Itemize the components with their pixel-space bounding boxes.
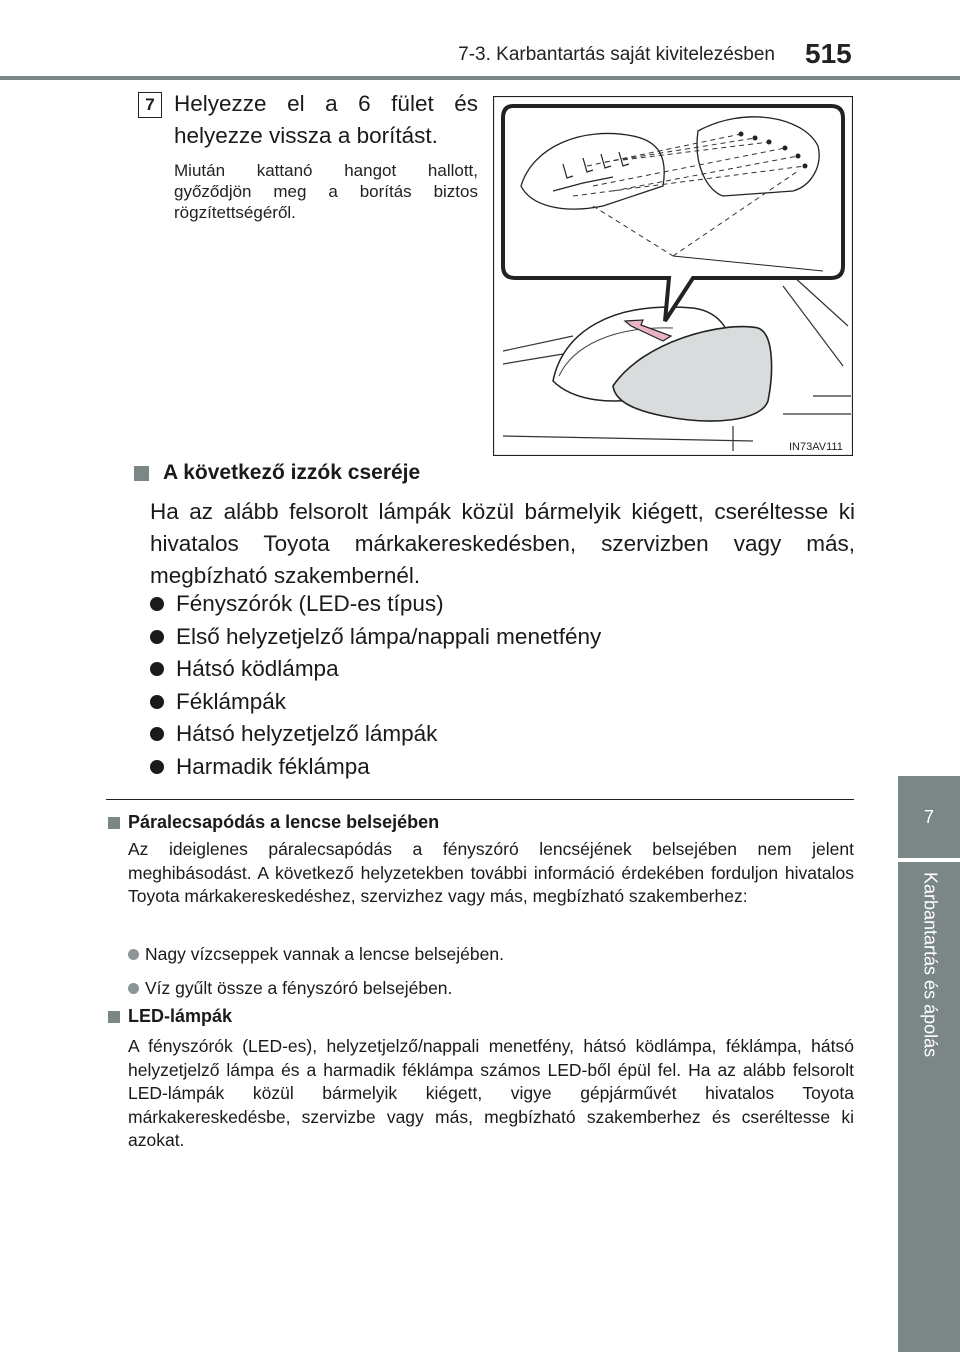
square-bullet-icon — [134, 466, 149, 481]
chapter-number: 7 — [923, 806, 934, 827]
step-note: Miután kattanó hangot hallott, győződjön meg a borítás biztos rögzítettségéről. — [174, 161, 478, 222]
bullet-dot-icon — [150, 760, 164, 774]
list-item: Fényszórók (LED-es típus) — [150, 588, 855, 621]
figure-code: IN73AV111 — [789, 441, 843, 453]
list-item: Hátsó ködlámpa — [150, 653, 855, 686]
bullet-dot-icon — [150, 695, 164, 709]
condensation-heading: Páralecsapódás a lencse belsejében — [108, 812, 848, 833]
bullet-dot-icon — [128, 949, 139, 960]
page-number: 515 — [805, 38, 852, 69]
section-text: Ha az alább felsorolt lámpák közül bármelyik kiégett, cseréltesse ki hivatalos Toyota márkakereskedésben, szervizben vagy más, megbízható szakembernél. — [150, 499, 855, 588]
section-title: A következő izzók cseréje — [163, 461, 421, 484]
list-item: Hátsó helyzetjelző lámpák — [150, 718, 855, 751]
step-instruction: Helyezze el a 6 fület és helyezze vissza a borítást. — [174, 91, 478, 148]
condensation-text: Az ideiglenes páralecsapódás a fényszóró lencséjének belsejében nem jelent meghibásodást. A következő helyzetekben további információ érdekében forduljon hivatalos Toyota márkakereskedéshez, szervizhez vagy más, megbízható szakemberhez: — [128, 839, 854, 906]
led-heading: LED-lámpák — [108, 1006, 848, 1027]
list-item: Első helyzetjelző lámpa/nappali menetfény — [150, 621, 855, 654]
chapter-title-vertical — [902, 862, 958, 1282]
list-item: Harmadik féklámpa — [150, 751, 855, 784]
list-item: Nagy vízcseppek vannak a lencse belsejében. — [128, 944, 854, 965]
section-divider — [106, 799, 854, 800]
running-header: 7-3. Karbantartás saját kivitelezésben — [458, 44, 775, 65]
step-number-box: 7 — [138, 92, 162, 118]
mirror-cover-illustration — [493, 96, 853, 456]
list-item: Féklámpák — [150, 686, 855, 719]
square-bullet-icon — [108, 1011, 120, 1023]
list-item: Víz gyűlt össze a fényszóró belsejében. — [128, 978, 854, 999]
bulb-list — [150, 588, 855, 783]
bullet-dot-icon — [150, 630, 164, 644]
section-heading-bulbs — [128, 461, 868, 485]
led-text: A fényszórók (LED-es), helyzetjelző/nappali menetfény, hátsó ködlámpa, féklámpa, hátsó helyzetjelző lámpa és a harmadik féklámpa számos LED-ből épül fel. Ha az alább felsorolt LED-lámpák közül bármelyik kiégett, vigye gépjárművét hivatalos Toyota márkakereskedésbe, szervizbe vagy más, megbízható szakemberhez és cseréltesse ki azokat. — [128, 1036, 854, 1150]
bullet-dot-icon — [128, 983, 139, 994]
header-rule — [0, 76, 960, 80]
bullet-dot-icon — [150, 662, 164, 676]
bullet-dot-icon — [150, 597, 164, 611]
square-bullet-icon — [108, 817, 120, 829]
chapter-tab — [898, 776, 960, 858]
chapter-title: Karbantartás és ápolás — [920, 872, 941, 1058]
bullet-dot-icon — [150, 727, 164, 741]
